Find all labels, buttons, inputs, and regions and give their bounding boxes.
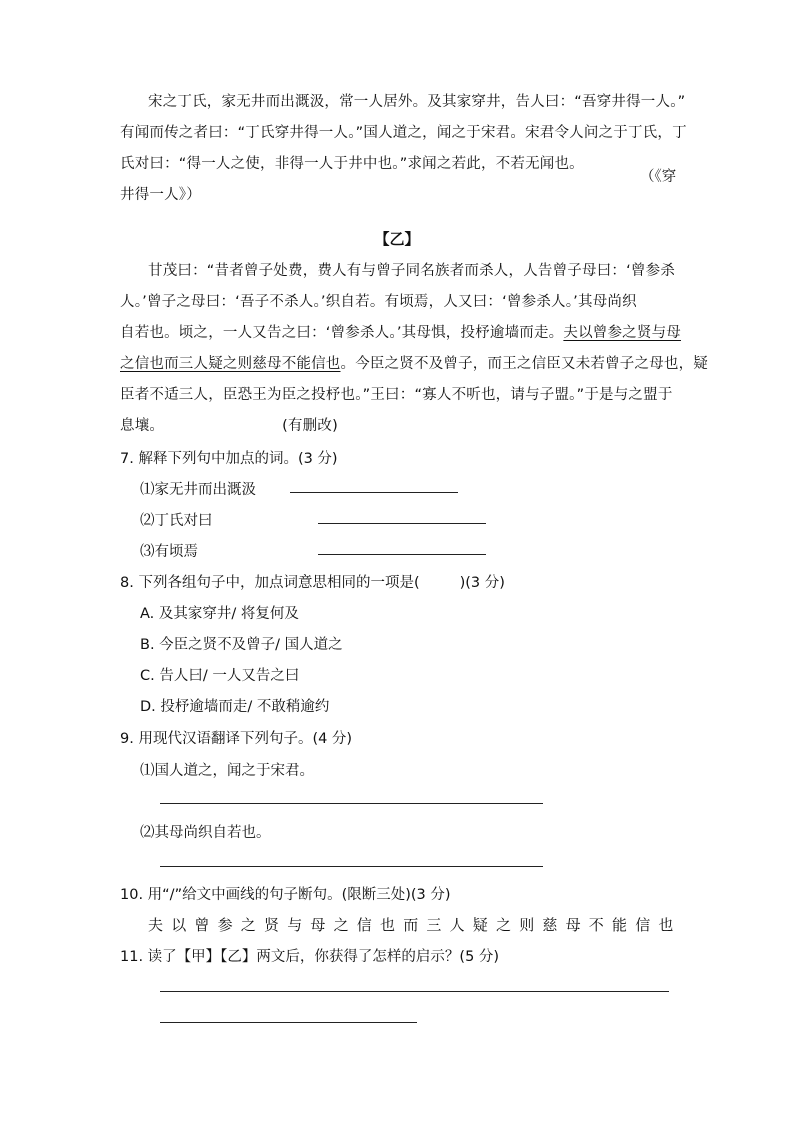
answer-line-7-3[interactable] — [318, 554, 486, 555]
underlined-sentence-part-2: 之信也而三人疑之则慈母不能信也 — [120, 356, 341, 372]
underlined-sentence-part-1: 夫以曾参之贤与母 — [563, 325, 681, 341]
answer-line-11-2[interactable] — [160, 1022, 417, 1023]
passage-b-line-2: 人。’曾子之母曰：‘吾子不杀人。’织自若。有顷焉，人又曰：‘曾参杀人。’其母尚织 — [120, 294, 637, 310]
passage-b — [120, 256, 708, 442]
passage-b-line-5: 臣者不适三人，臣恐王为臣之投杼也。”王曰：“寡人不听也，请与子盟。”于是与之盟于 — [120, 387, 673, 403]
question-10-sentence: 夫以曾参之贤与母之信也而三人疑之则慈母不能信也 — [148, 916, 682, 934]
passage-a — [120, 87, 687, 211]
passage-a-line-3: 氏对曰：“得一人之使，非得一人于井中也。”求闻之若此，不若无闻也。 — [120, 156, 584, 172]
question-9-item-1: ⑴国人道之，闻之于宋君。 — [140, 763, 314, 779]
passage-b-note: (有删改) — [282, 418, 338, 434]
answer-line-7-1[interactable] — [290, 492, 458, 493]
question-7-item-2: ⑵丁氏对曰 — [140, 513, 213, 529]
answer-line-7-2[interactable] — [318, 523, 486, 524]
option-d: D. 投杼逾墙而走/ 不敢稍逾约 — [140, 699, 330, 715]
question-7-item-1: ⑴家无井而出溉汲 — [140, 482, 256, 498]
question-8-stem — [120, 571, 505, 592]
passage-b-line-3-text: 自若也。顷之，一人又告之曰：‘曾参杀人。’其母惧，投杼逾墙而走。 — [120, 325, 564, 341]
passage-b-line-4 — [120, 349, 708, 380]
passage-b-line-1: 甘茂曰：“昔者曾子处费，费人有与曾子同名族者而杀人，人告曾子母曰：‘曾参杀 — [148, 263, 676, 279]
passage-a-source: （《穿 — [640, 169, 677, 185]
answer-line-11-1[interactable] — [160, 991, 669, 992]
passage-b-line-4-text: 。今臣之贤不及曾子，而王之信臣又未若曾子之母也，疑 — [340, 356, 708, 372]
option-a: A. 及其家穿井/ 将复何及 — [140, 606, 299, 622]
question-9-stem: 9. 用现代汉语翻译下列句子。(4 分) — [120, 731, 353, 747]
passage-b-line-6 — [120, 411, 680, 442]
passage-b-line-6-text: 息壤。 — [120, 418, 165, 434]
option-b: B. 今臣之贤不及曾子/ 国人道之 — [140, 637, 343, 653]
question-9-item-2: ⑵其母尚织自若也。 — [140, 825, 271, 841]
passage-b-line-3 — [120, 318, 680, 349]
passage-a-line-1: 宋之丁氏，家无井而出溉汲，常一人居外。及其家穿井，告人曰：“吾穿井得一人。” — [148, 94, 686, 110]
passage-b-heading: 【乙】 — [374, 230, 420, 248]
answer-line-9-2[interactable] — [160, 866, 543, 867]
question-7-stem: 7. 解释下列句中加点的词。(3 分) — [120, 451, 338, 467]
question-11-stem: 11. 读了【甲】【乙】两文后，你获得了怎样的启示？(5 分) — [120, 949, 500, 965]
question-8-stem-text: 8. 下列各组句子中，加点词意思相同的一项是( — [120, 575, 420, 591]
answer-line-9-1[interactable] — [160, 803, 543, 804]
passage-a-line-4: 井得一人》） — [120, 187, 201, 203]
question-7-item-3: ⑶有顷焉 — [140, 544, 198, 560]
question-10-stem: 10. 用“/”给文中画线的句子断句。(限断三处)(3 分) — [120, 887, 451, 903]
passage-a-line-2: 有闻而传之者曰：“丁氏穿井得一人。”国人道之，闻之于宋君。宋君令人问之于丁氏，丁 — [120, 125, 687, 141]
question-8-score: )(3 分) — [459, 575, 505, 591]
option-c: C. 告人曰/ 一人又告之曰 — [140, 668, 300, 684]
